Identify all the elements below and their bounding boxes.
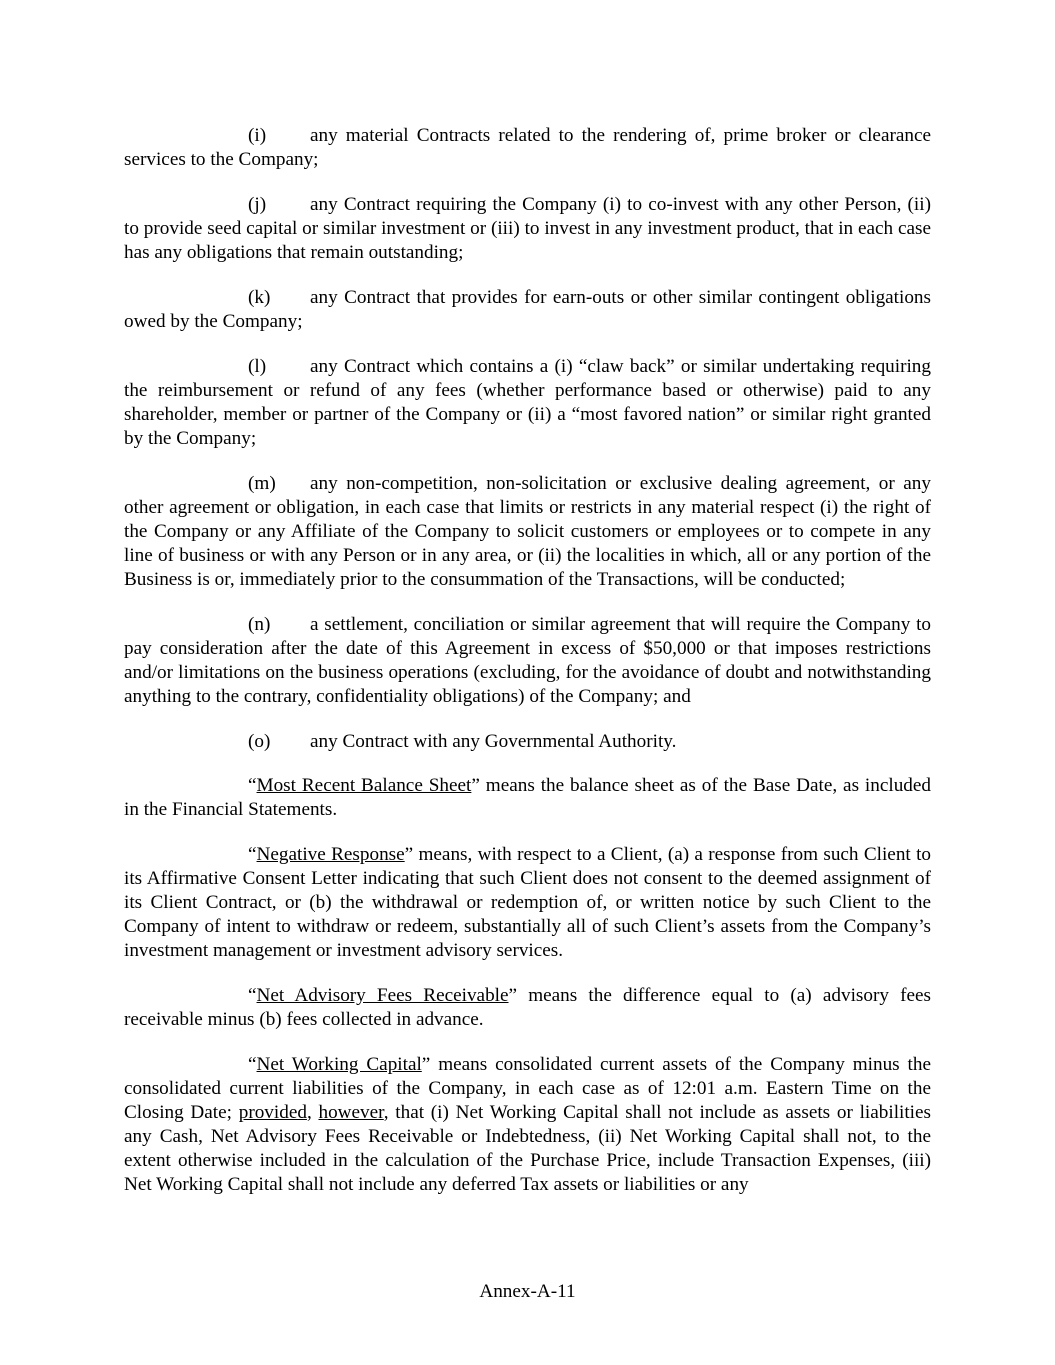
list-item-text: a settlement, conciliation or similar agreement that will require the Company to pay consideration after the date of this Agreement in excess of $50,000 or that imposes restrictions and/or limitations on the business operations (excluding, for the avoidance of doubt and notwithstanding anything to the contrary, confidentiality obligations) of the Company; and xyxy=(124,614,931,707)
open-quote: “ xyxy=(248,844,257,865)
list-item-text: any Contract which contains a (i) “claw back” or similar undertaking requiring the reimbursement or refund of any fees (whether performance based or otherwise) paid to any shareholder, member or partner of the Company or (ii) a “most favored nation” or similar right granted by the Company; xyxy=(124,356,931,449)
document-body xyxy=(124,124,931,1218)
list-item-label: (o) xyxy=(248,731,271,752)
list-item-m xyxy=(124,472,931,592)
page-number: Annex-A-11 xyxy=(479,1281,576,1302)
list-item-j xyxy=(124,193,931,265)
proviso-comma: , xyxy=(306,1102,319,1123)
list-item-k xyxy=(124,286,931,334)
list-item-label: (i) xyxy=(248,125,267,146)
definition-net-advisory-fees-receivable xyxy=(124,984,931,1032)
list-item-text: any material Contracts related to the rendering of, prime broker or clearance services to the Company; xyxy=(124,125,931,170)
definition-text-continued: , that (i) Net Working Capital shall not include as assets or liabilities any Cash, Net Advisory Fees Receivable or Indebtedness, (ii) Net Working Capital shall not, to the extent otherwise included in the calculation of the Purchase Price, include Transaction Expenses, (iii) Net Working Capital shall not include any deferred Tax assets or liabilities or any xyxy=(124,1102,931,1195)
list-item-label: (m) xyxy=(248,473,276,494)
list-item-n xyxy=(124,613,931,709)
definition-text: ” means, with respect to a Client, (a) a response from such Client to its Affirmative Consent Letter indicating that such Client does not consent to the deemed assignment of its Client Contract, or (b) the withdrawal or redemption of, or written notice by such Client to the Company of intent to withdraw or redeem, substantially all of such Client’s assets from the Company’s investment management or investment advisory services. xyxy=(124,844,931,961)
defined-term: Net Working Capital xyxy=(256,1054,422,1075)
list-item-text: any Contract with any Governmental Authority. xyxy=(310,731,677,752)
defined-term: Most Recent Balance Sheet xyxy=(256,775,472,796)
list-item-o xyxy=(124,730,931,754)
list-item-l xyxy=(124,355,931,451)
definition-text: ” means the balance sheet as of the Base Date, as included in the Financial Statements. xyxy=(124,775,932,820)
open-quote: “ xyxy=(248,985,257,1006)
list-item-label: (j) xyxy=(248,194,267,215)
list-item-label: (l) xyxy=(248,356,267,377)
list-item-i xyxy=(124,124,931,172)
definition-most-recent-balance-sheet xyxy=(124,774,931,822)
list-item-text: any non-competition, non-solicitation or exclusive dealing agreement, or any other agreement or obligation, in each case that limits or restricts in any material respect (i) the right of the Company or any Affiliate of the Company to solicit customers or employees or to compete in any line of business or with any Person or in any area, or (ii) the localities in which, all or any portion of the Business is or, immediately prior to the consummation of the Transactions, will be conducted; xyxy=(124,473,931,590)
definition-text: ” means the difference equal to (a) advisory fees receivable minus (b) fees collected in advance. xyxy=(124,985,931,1030)
open-quote: “ xyxy=(248,775,257,796)
list-item-text: any Contract requiring the Company (i) to co-invest with any other Person, (ii) to provide seed capital or similar investment or (iii) to invest in any investment product, that in each case has any obligations that remain outstanding; xyxy=(124,194,931,263)
definition-net-working-capital xyxy=(124,1053,931,1197)
list-item-label: (k) xyxy=(248,287,271,308)
open-quote: “ xyxy=(248,1054,257,1075)
defined-term: Negative Response xyxy=(256,844,405,865)
definition-negative-response xyxy=(124,843,931,963)
list-item-text: any Contract that provides for earn-outs or other similar contingent obligations owed by the Company; xyxy=(124,287,931,332)
proviso-provided: provided xyxy=(238,1102,307,1123)
definition-text: ” means consolidated current assets of the Company minus the consolidated current liabilities of the Company, in each case as of 12:01 a.m. Eastern Time on the Closing Date; xyxy=(124,1054,931,1123)
defined-term: Net Advisory Fees Receivable xyxy=(256,985,509,1006)
list-item-label: (n) xyxy=(248,614,271,635)
proviso-however: however xyxy=(318,1102,384,1123)
